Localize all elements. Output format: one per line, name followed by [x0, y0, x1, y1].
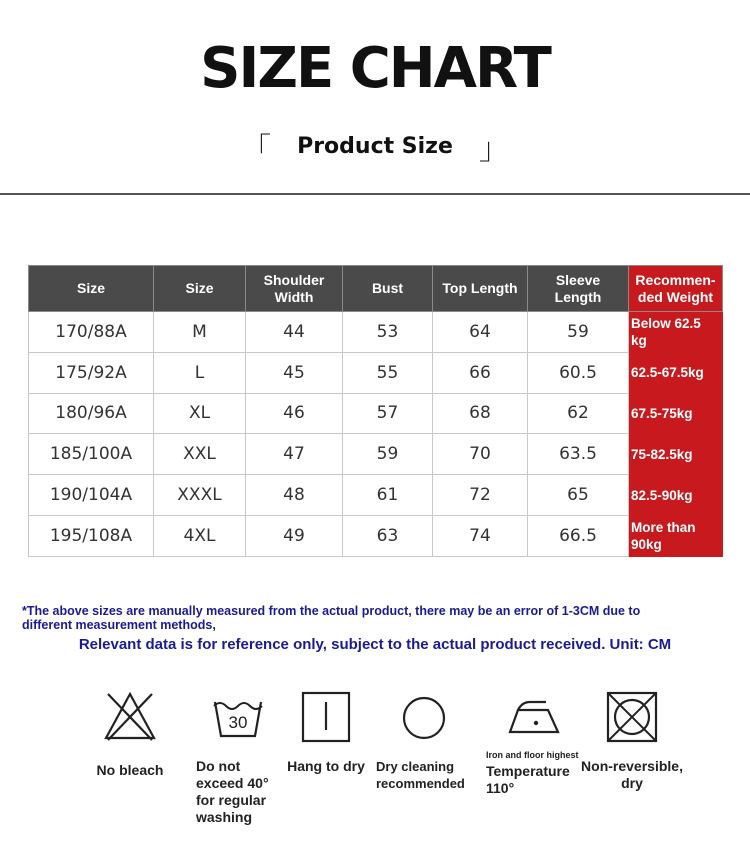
cell: 59	[528, 312, 629, 353]
cell: 70	[433, 434, 528, 475]
header-shoulder-width: Shoulder Width	[246, 266, 343, 312]
header-top-length: Top Length	[433, 266, 528, 312]
cell: 195/108A	[29, 515, 154, 556]
dry-clean-icon	[396, 690, 452, 744]
cell: 59	[343, 434, 433, 475]
cell: XXXL	[154, 475, 246, 516]
cell: 53	[343, 312, 433, 353]
no-tumble-dry-icon	[604, 690, 660, 744]
reference-note: Relevant data is for reference only, subject to the actual product received. Unit: CM	[78, 636, 672, 653]
care-no-bleach	[88, 690, 172, 779]
hang-dry-icon	[298, 690, 354, 744]
weight-cell: Below 62.5 kg	[629, 312, 723, 353]
table-row	[29, 515, 723, 556]
header-size-cn: Size	[29, 266, 154, 312]
cell: 4XL	[154, 515, 246, 556]
cell: 64	[433, 312, 528, 353]
size-table	[28, 265, 723, 557]
iron-icon	[504, 690, 564, 744]
header-bust: Bust	[343, 266, 433, 312]
right-bracket: 」	[478, 132, 509, 167]
care-label-dry-clean: Dry cleaning recommended	[376, 759, 465, 791]
header-size: Size	[154, 266, 246, 312]
care-label-no-tumble: Non-reversible, dry	[581, 758, 683, 791]
cell: 175/92A	[29, 352, 154, 393]
cell: 45	[246, 352, 343, 393]
wash-30-icon	[210, 690, 266, 742]
care-label-no-bleach: No bleach	[96, 762, 164, 778]
cell: 66	[433, 352, 528, 393]
page-title: SIZE CHART	[200, 36, 550, 101]
cell: 185/100A	[29, 434, 154, 475]
header-sleeve-length: Sleeve Length	[528, 266, 629, 312]
divider	[0, 193, 750, 195]
cell: 72	[433, 475, 528, 516]
cell: 63	[343, 515, 433, 556]
table-row	[29, 434, 723, 475]
care-label-wash: Do not exceed 40° for regular washing	[196, 758, 269, 825]
care-label-hang-dry: Hang to dry	[287, 758, 365, 774]
table-row	[29, 352, 723, 393]
weight-cell: More than 90kg	[629, 515, 723, 556]
cell: XL	[154, 393, 246, 434]
table-header-row	[29, 266, 723, 312]
cell: 180/96A	[29, 393, 154, 434]
cell: 74	[433, 515, 528, 556]
table-row	[29, 393, 723, 434]
no-bleach-icon	[102, 690, 158, 742]
cell: 46	[246, 393, 343, 434]
cell: 55	[343, 352, 433, 393]
care-iron	[486, 690, 582, 797]
subtitle: Product Size	[297, 133, 453, 159]
weight-cell: 67.5-75kg	[629, 393, 723, 434]
care-hang-dry	[282, 690, 370, 775]
cell: 65	[528, 475, 629, 516]
cell: 66.5	[528, 515, 629, 556]
care-small-iron: Iron and floor highest	[486, 750, 579, 760]
weight-cell: 82.5-90kg	[629, 475, 723, 516]
cell: M	[154, 312, 246, 353]
cell: 170/88A	[29, 312, 154, 353]
table-row	[29, 312, 723, 353]
measurement-note: *The above sizes are manually measured from the actual product, there may be an error of 1-3CM due to different measurement methods,	[22, 604, 641, 632]
left-bracket: 「	[241, 132, 272, 167]
care-wash	[196, 690, 280, 826]
cell: 60.5	[528, 352, 629, 393]
cell: 44	[246, 312, 343, 353]
cell: 190/104A	[29, 475, 154, 516]
weight-cell: 75-82.5kg	[629, 434, 723, 475]
cell: XXL	[154, 434, 246, 475]
cell: 62	[528, 393, 629, 434]
cell: 61	[343, 475, 433, 516]
cell: L	[154, 352, 246, 393]
cell: 57	[343, 393, 433, 434]
care-label-iron: Temperature 110°	[486, 763, 570, 796]
care-no-tumble	[580, 690, 684, 792]
cell: 49	[246, 515, 343, 556]
weight-cell: 62.5-67.5kg	[629, 352, 723, 393]
subtitle-block	[0, 124, 750, 168]
table-row	[29, 475, 723, 516]
cell: 48	[246, 475, 343, 516]
header-recommended-weight: Recommen-ded Weight	[629, 266, 723, 312]
cell: 63.5	[528, 434, 629, 475]
care-dry-clean	[376, 690, 472, 792]
wash-temp-text: 30	[228, 713, 248, 732]
cell: 68	[433, 393, 528, 434]
cell: 47	[246, 434, 343, 475]
